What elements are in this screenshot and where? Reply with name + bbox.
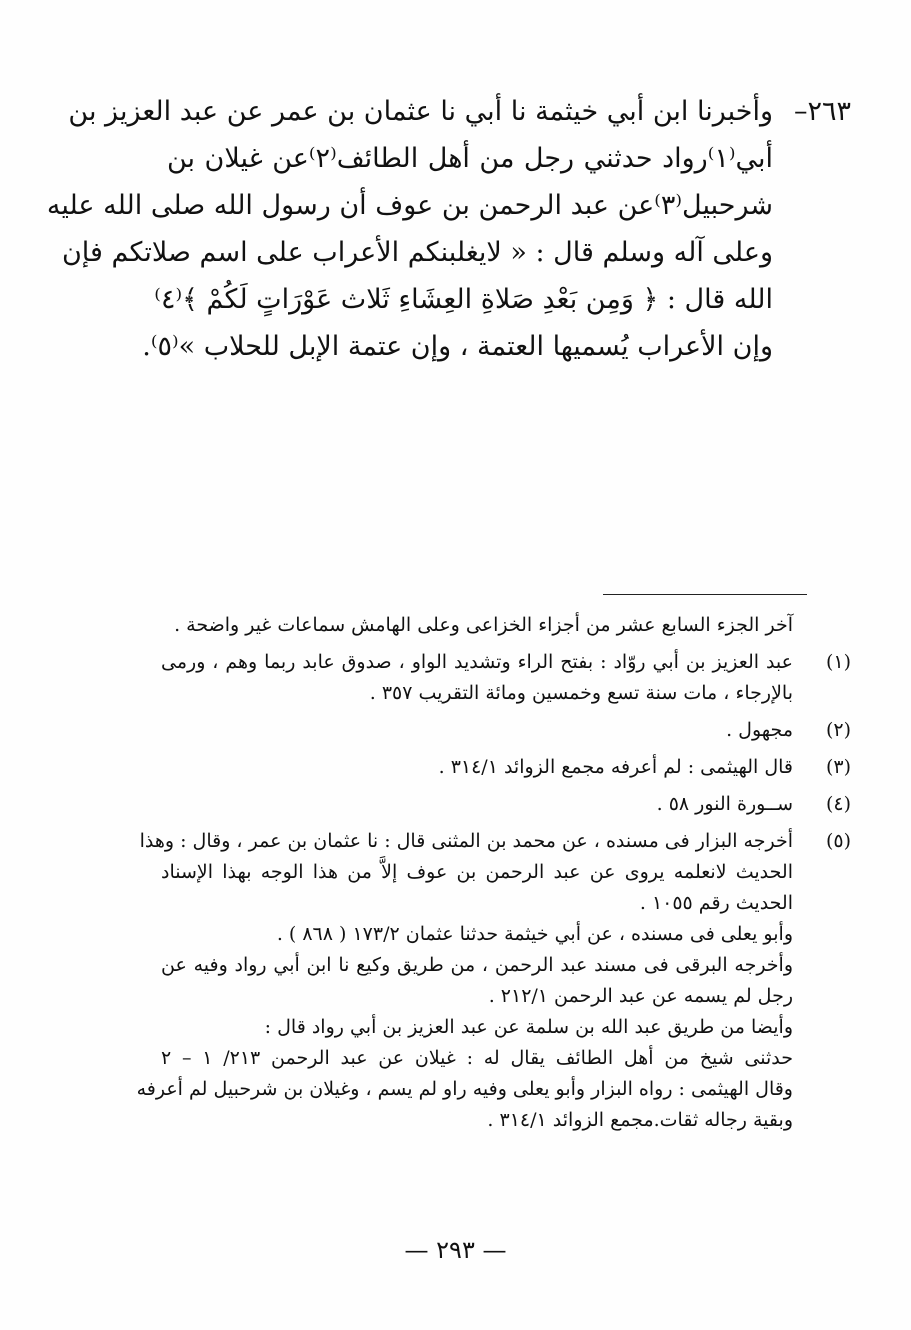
- footnotes: [101, 610, 851, 1136]
- footnote-intro: [101, 610, 851, 641]
- footnote-5: [101, 826, 851, 1136]
- page-number: — ٢٩٣ —: [404, 1236, 507, 1264]
- footnote-line: وأيضا من طريق عبد الله بن سلمة عن عبد العزيز بن أبي رواد قال :: [264, 1016, 793, 1038]
- footnote-line: ســورة النور ٥٨ .: [656, 793, 793, 815]
- footnote-2: [101, 715, 851, 746]
- footnote-line: أخرجه البزار فى مسنده ، عن محمد بن المثنى قال : نا عثمان بن عمر ، وقال : وهذا: [139, 830, 793, 852]
- hadith-line: الله قال : ﴿ وَمِن بَعْدِ صَلاةِ العِشَاءِ ثَلاث عَوْرَاتٍ لَكُمْ ﴾⁽٤⁾: [154, 284, 773, 315]
- hadith-line: شرحبيل⁽٣⁾عن عبد الرحمن بن عوف أن رسول الله صلى الله عليه: [46, 190, 773, 221]
- footnote-line: وأخرجه البرقى فى مسند عبد الرحمن ، من طريق وكيع نا ابن أبي رواد وفيه عن: [161, 954, 793, 976]
- footnote-line: مجهول .: [726, 719, 793, 741]
- footnote-line: وبقية رجاله ثقات.مجمع الزوائد ٣١٤/١ .: [487, 1109, 793, 1131]
- footnote-separator: [603, 594, 807, 595]
- footnote-number: (١): [825, 651, 851, 673]
- footnote-line: بالإرجاء ، مات سنة تسع وخمسين ومائة التقريب ٣٥٧ .: [369, 682, 793, 704]
- footnote-number: (٤): [825, 793, 851, 815]
- footnote-line: وأبو يعلى فى مسنده ، عن أبي خيثمة حدثنا عثمان ١٧٣/٢ ( ٨٦٨ ) .: [276, 923, 793, 945]
- footnote-number: (٥): [825, 830, 851, 852]
- footnote-4: [101, 789, 851, 820]
- footnote-line: حدثنى شيخ من أهل الطائف يقال له : غيلان عن عبد الرحمن ٢١٣/ ١ – ٢: [161, 1047, 793, 1069]
- footnote-number: (٣): [825, 756, 851, 778]
- hadith-line: أبي⁽١⁾رواد حدثني رجل من أهل الطائف⁽٢⁾عن غيلان بن: [167, 143, 773, 174]
- footnote-line: رجل لم يسمه عن عبد الرحمن ٢١٢/١ .: [488, 985, 793, 1007]
- footnote-line: الحديث رقم ١٠٥٥ .: [639, 892, 793, 914]
- hadith-line: وعلى آله وسلم قال : « لايغلبنكم الأعراب على اسم صلاتكم فإن: [61, 237, 773, 268]
- hadith-text: [46, 88, 773, 370]
- footnote-line: وقال الهيثمى : رواه البزار وأبو يعلى وفيه راو لم يسم ، وغيلان بن شرحبيل لم أعرفه: [136, 1078, 793, 1100]
- footnote-line: آخر الجزء السابع عشر من أجزاء الخزاعى وعلى الهامش سماعات غير واضحة .: [174, 614, 793, 636]
- footnote-number: (٢): [825, 719, 851, 741]
- footnote-1: [101, 647, 851, 709]
- footnote-3: [101, 752, 851, 783]
- footnote-line: الحديث لانعلمه يروى عن عبد الرحمن بن عوف إلاَّ من هذا الوجه بهذا الإسناد: [161, 861, 793, 883]
- footnote-line: عبد العزيز بن أبي روّاد : بفتح الراء وتشديد الواو ، صدوق عابد ربما وهم ، ورمى: [161, 651, 793, 673]
- footnote-line: قال الهيثمى : لم أعرفه مجمع الزوائد ٣١٤/١ .: [438, 756, 793, 778]
- hadith-line: وإن الأعراب يُسميها العتمة ، وإن عتمة الإبل للحلاب »⁽٥⁾.: [142, 331, 773, 362]
- hadith-number: ٢٦٣–: [793, 96, 851, 127]
- hadith-line: وأخبرنا ابن أبي خيثمة نا أبي نا عثمان بن عمر عن عبد العزيز بن: [68, 96, 773, 127]
